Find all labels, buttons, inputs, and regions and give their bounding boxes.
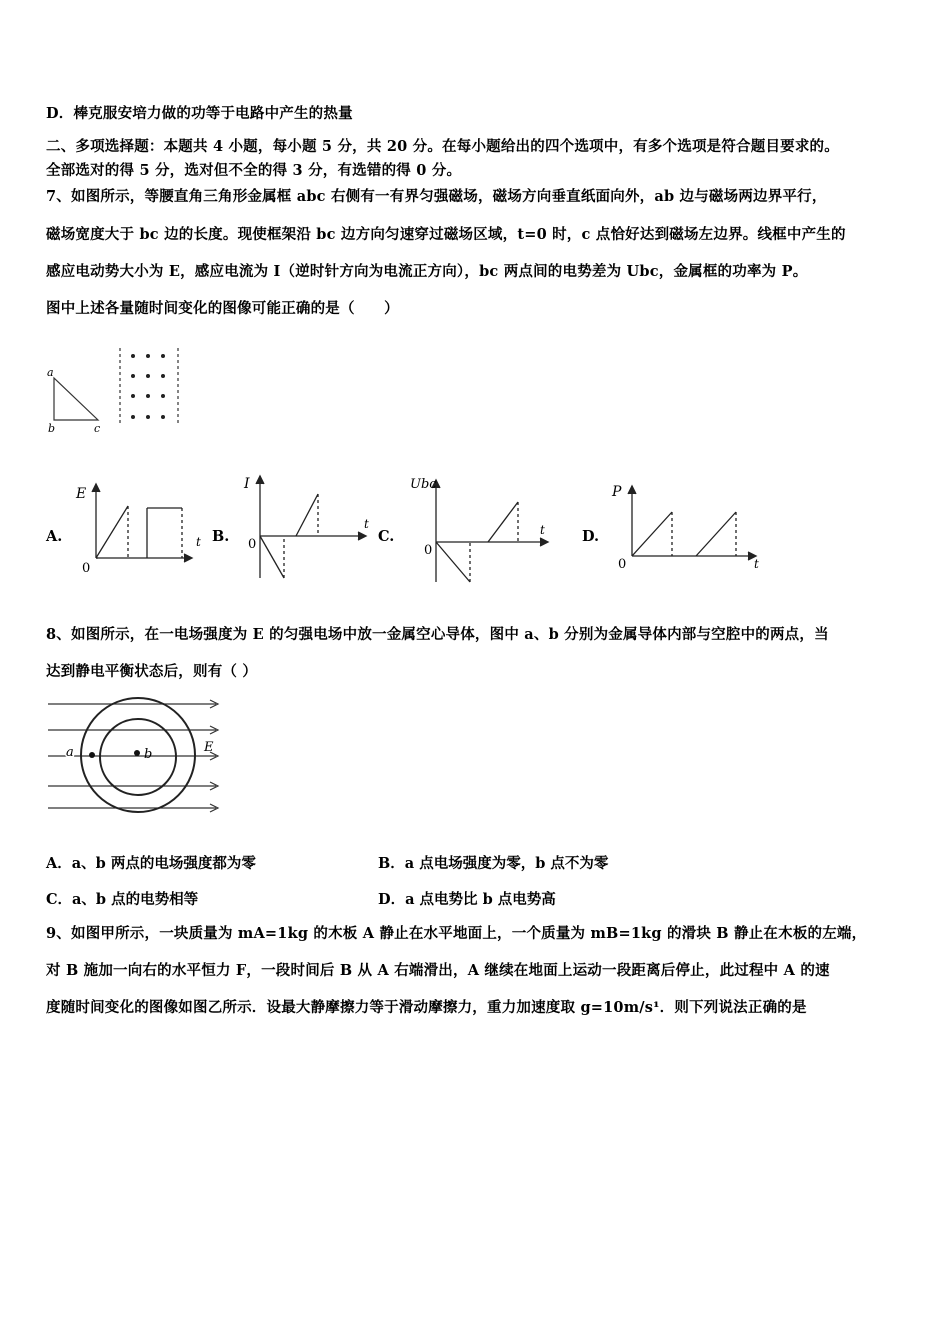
- section2-line1: 二、多项选择题：本题共 4 小题，每小题 5 分，共 20 分。在每小题给出的四个选项中，有多个选项是符合题目要求的。: [46, 138, 839, 155]
- q8-option-a: A．a、b 两点的电场强度都为零: [46, 855, 256, 872]
- field-dots: [131, 354, 165, 419]
- label-c: c: [94, 422, 101, 435]
- field-boundaries: [120, 348, 178, 426]
- q8-option-b: B．a 点电场强度为零，b 点不为零: [378, 855, 609, 872]
- label-e: E: [204, 740, 214, 755]
- section2-line2: 全部选对的得 5 分，选对但不全的得 3 分，有选错的得 0 分。: [46, 162, 462, 179]
- q7-graph-c: [404, 466, 564, 586]
- q7-triangle-field-figure: [40, 340, 200, 440]
- axis-y-label: P: [612, 484, 622, 500]
- origin-label: 0: [82, 561, 91, 576]
- points: [89, 750, 140, 758]
- label-a: a: [47, 366, 54, 379]
- origin-label: 0: [248, 537, 257, 552]
- q7-line3: 感应电动势大小为 E，感应电流为 I（逆时针方向为电流正方向），bc 两点间的电势差为 Ubc，金属框的功率为 P。: [46, 263, 808, 280]
- axis-y-label: Ubc: [410, 477, 437, 492]
- label-b: b: [48, 422, 56, 435]
- q7-graph-d: [606, 478, 766, 578]
- q8-line1: 8、如图所示，在一电场强度为 E 的匀强电场中放一金属空心导体，图中 a、b 分别为金属导体内部与空腔中的两点，当: [46, 626, 829, 643]
- origin-label: 0: [618, 557, 627, 572]
- q7-line2: 磁场宽度大于 bc 边的长度。现使框架沿 bc 边方向匀速穿过磁场区域，t=0 时，c 点恰好达到磁场左边界。线框中产生的: [46, 226, 846, 243]
- label-a: a: [66, 745, 74, 760]
- axis-x-label: t: [196, 535, 201, 549]
- axis-x-label: t: [364, 517, 369, 531]
- q8-option-c: C．a、b 点的电势相等: [46, 891, 199, 908]
- q7-option-c-letter: C.: [378, 528, 395, 545]
- q9-line3: 度随时间变化的图像如图乙所示．设最大静摩擦力等于滑动摩擦力，重力加速度取 g=10m/s¹．则下列说法正确的是: [46, 999, 807, 1016]
- axis-y-label: E: [76, 486, 87, 502]
- q7-graph-b: [236, 466, 376, 586]
- label-b: b: [144, 747, 153, 762]
- axis-x-label: t: [540, 523, 545, 537]
- q8-line2: 达到静电平衡状态后，则有（ ）: [46, 663, 258, 680]
- q7-graph-a: [70, 478, 210, 593]
- q7-option-a-letter: A.: [46, 528, 63, 545]
- q7-option-b-letter: B.: [212, 528, 230, 545]
- origin-label: 0: [424, 543, 433, 558]
- q7-option-d-letter: D.: [582, 528, 600, 545]
- q6-option-d: D．棒克服安培力做的功等于电路中产生的热量: [46, 105, 353, 122]
- q7-line4: 图中上述各量随时间变化的图像可能正确的是（ ）: [46, 300, 399, 317]
- q8-option-d: D．a 点电势比 b 点电势高: [378, 891, 556, 908]
- q8-conductor-figure: [44, 696, 234, 832]
- triangle-frame: [54, 378, 98, 420]
- axis-x-label: t: [754, 557, 759, 571]
- q7-line1: 7、如图所示，等腰直角三角形金属框 abc 右侧有一有界匀强磁场，磁场方向垂直纸面向外，ab 边与磁场两边界平行，: [46, 188, 827, 205]
- axis-y-label: I: [244, 476, 250, 492]
- q9-line1: 9、如图甲所示，一块质量为 mA=1kg 的木板 A 静止在水平地面上，一个质量为 mB=1kg 的滑块 B 静止在木板的左端，: [46, 925, 867, 942]
- q9-line2: 对 B 施加一向右的水平恒力 F，一段时间后 B 从 A 右端滑出，A 继续在地面上运动一段距离后停止，此过程中 A 的速: [46, 962, 830, 979]
